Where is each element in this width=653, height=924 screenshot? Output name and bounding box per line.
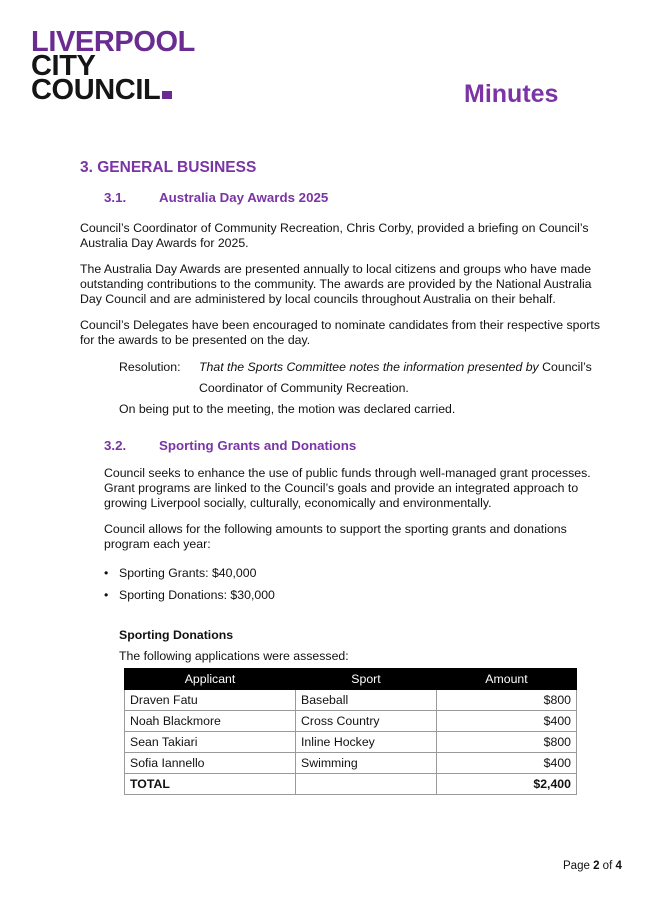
item-number: 3.2. [104,438,127,453]
applicant-cell: Noah Blackmore [125,711,296,732]
table-intro: The following applications were assessed: [119,649,349,663]
section-number: 3. [80,159,93,176]
document-title: Minutes [464,80,559,108]
list-item: • Sporting Donations: $30,000 [104,588,275,610]
page-current: 2 [593,860,600,872]
total-amount-cell: $2,400 [437,774,577,795]
paragraph: Council’s Coordinator of Community Recreation, Chris Corby, provided a briefing on Council’s Australia Day Awards for 2025. [80,221,589,250]
paragraph: The Australia Day Awards are presented annually to local citizens and groups who have made outstanding contributions to the community. The awards are provided by the National Australia Day Council and are administered by local councils throughout Australia on their behalf. [80,262,592,306]
applicant-cell: Sofia Iannello [125,753,296,774]
paragraph: Council’s Delegates have been encouraged to nominate candidates from their respective sports for the awards to be presented on the day. [80,318,600,347]
total-empty-cell [296,774,437,795]
table-header-row [125,669,577,690]
column-header-sport: Sport [296,669,437,690]
paragraph: Council allows for the following amounts to support the sporting grants and donations program each year: [104,522,567,551]
page-number [563,860,622,872]
item-title: Sporting Grants and Donations [159,438,357,453]
sport-cell: Cross Country [296,711,437,732]
logo-council-text: COUNCIL [31,74,161,106]
page-total: 4 [615,860,622,872]
table-row [125,732,577,753]
sport-cell: Inline Hockey [296,732,437,753]
motion-outcome: On being put to the meeting, the motion was declared carried. [119,402,456,416]
table-row [125,711,577,732]
list-item: • Sporting Grants: $40,000 [104,566,275,588]
logo-line-city: CITY [31,50,96,82]
section-heading [80,159,256,177]
applicant-cell: Draven Fatu [125,690,296,711]
logo-line-liverpool: LIVERPOOL [31,26,195,58]
sport-cell: Swimming [296,753,437,774]
resolution-rest-text: Council’s [542,360,592,374]
table-row [125,753,577,774]
applicant-cell: Sean Takiari [125,732,296,753]
page-word: Page [563,860,590,872]
resolution-italic-text: That the Sports Committee notes the information presented by [199,360,539,374]
paragraph: Council seeks to enhance the use of public funds through well-managed grant processes. Grant programs are linked to the Council’s goals and provide an integrated approach to growing Liverpool socially, culturally, economically and environmentally. [104,466,591,510]
amount-cell: $400 [437,753,577,774]
page-of: of [602,860,613,872]
item-title: Australia Day Awards 2025 [159,190,329,205]
council-logo [31,26,195,106]
subheading-sporting-donations: Sporting Donations [119,628,234,642]
item-heading-australia-day [104,190,328,205]
column-header-applicant: Applicant [125,669,296,690]
table-total-row [125,774,577,795]
item-heading-sporting-grants [104,438,356,453]
logo-line-council [31,74,195,106]
resolution-text [199,360,592,374]
column-header-amount: Amount [437,669,577,690]
table-row [125,690,577,711]
resolution-label: Resolution: [119,360,181,374]
amount-cell: $400 [437,711,577,732]
total-label-cell: TOTAL [125,774,296,795]
amount-cell: $800 [437,690,577,711]
item-number: 3.1. [104,190,127,205]
section-title: GENERAL BUSINESS [97,159,257,176]
logo-square-icon [162,91,172,99]
donations-table [124,668,577,795]
amounts-list [104,566,275,610]
resolution-text-line2: Coordinator of Community Recreation. [199,381,409,395]
amount-cell: $800 [437,732,577,753]
sport-cell: Baseball [296,690,437,711]
